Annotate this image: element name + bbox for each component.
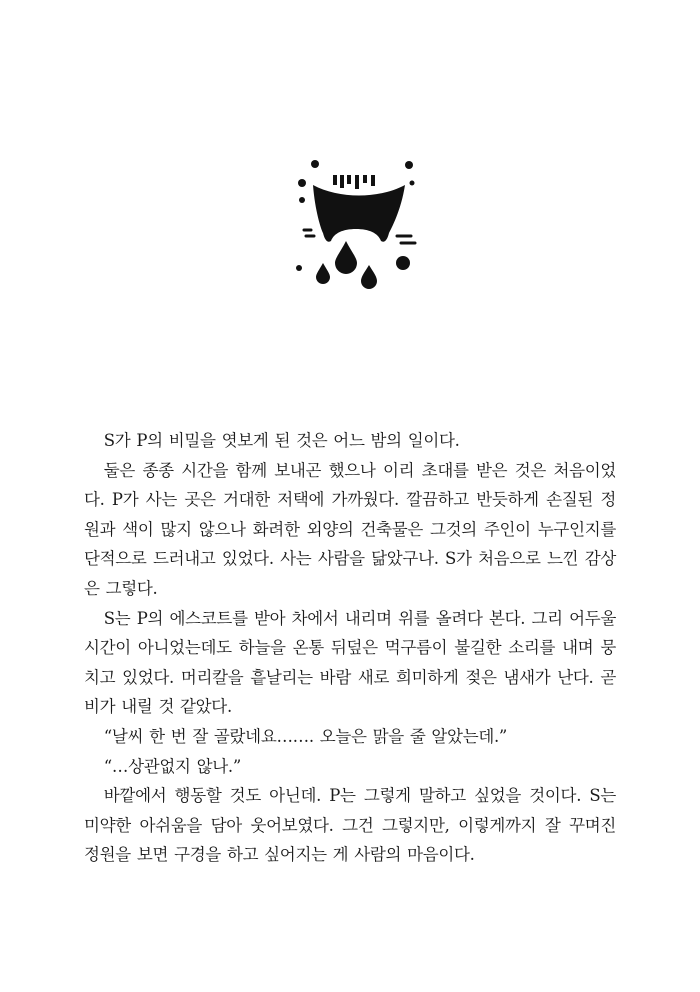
dialogue-1: “날씨 한 번 잘 골랐네요……. 오늘은 맑을 줄 알았는데.” <box>103 726 508 746</box>
story-text <box>84 426 616 870</box>
dialogue-2: “…상관없지 않나.” <box>103 756 241 776</box>
paragraph-1: S가 P의 비밀을 엿보게 된 것은 어느 밤의 일이다. <box>103 431 460 450</box>
paragraph-3: S는 P의 에스코트를 받아 차에서 내리며 위를 올려다 본다. 그리 어두울 시간이 아니었는데도 하늘을 온통 뒤덮은 먹구름이 불길한 소리를 내며 뭉치고 있었다. 머리칼을 흩날리는 바람 새로 희미하게 젖은 냄새가 난다. 곧 비가 내릴 것 같았다. <box>84 608 616 717</box>
paragraph-2: 둘은 종종 시간을 함께 보내곤 했으나 이리 초대를 받은 것은 처음이었다. P가 사는 곳은 거대한 저택에 가까웠다. 깔끔하고 반듯하게 손질된 정원과 색이 많지 않으나 화려한 외양의 건축물은 그것의 주인이 누구인지를 단적으로 드러내고 있었다. 사는 사람을 닮았구나. S가 처음으로 느낀 감상은 그렇다. <box>84 460 616 598</box>
vampire-mouth-icon <box>289 155 423 289</box>
paragraph-4: 바깥에서 행동할 것도 아닌데. P는 그렇게 말하고 싶었을 것이다. S는 미약한 아쉬움을 담아 웃어보였다. 그건 그렇지만, 이렇게까지 잘 꾸며진 정원을 보면 구경을 하고 싶어지는 게 사람의 마음이다. <box>84 786 616 865</box>
